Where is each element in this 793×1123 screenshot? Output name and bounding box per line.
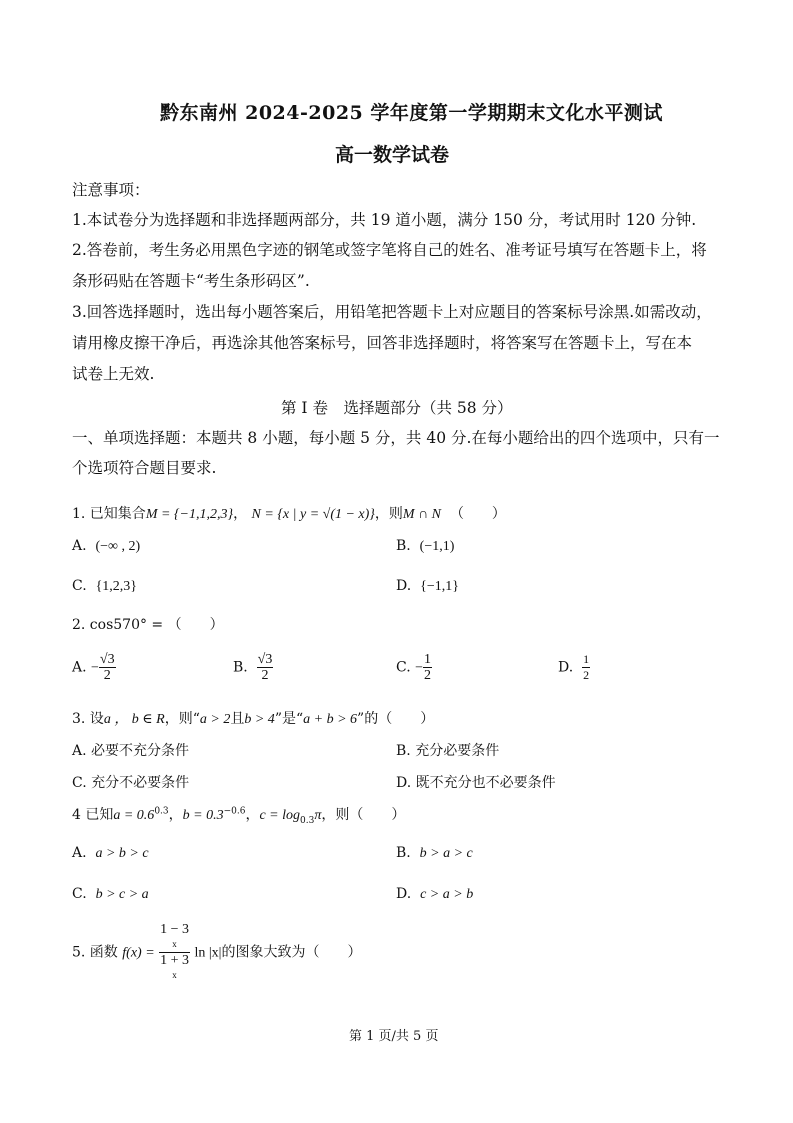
question-3-vars: a ， b ∈ R <box>103 712 165 727</box>
option-label: B. <box>396 743 411 759</box>
question-2-stem: 2. cos570° = （ ） <box>72 617 224 633</box>
question-1-separator: ， <box>233 506 248 522</box>
question-2-option-a <box>72 652 116 683</box>
option-fraction <box>423 652 432 683</box>
fraction-denominator: 2 <box>103 668 111 683</box>
option-value: 既不充分也不必要条件 <box>415 775 556 791</box>
part-heading: 第 I 卷 选择题部分（共 58 分） <box>281 399 513 417</box>
question-3-option-a <box>72 740 189 760</box>
denominator-text: 1 + 3 <box>160 953 189 968</box>
section-instruction-line-2: 个选项符合题目要求. <box>72 459 217 477</box>
question-3-option-b <box>396 740 499 760</box>
section-instruction-line-1: 一、单项选择题：本题共 8 小题，每小题 5 分，共 40 分.在每小题给出的四个选项中，只有一 <box>72 429 720 447</box>
question-4-c: c = log <box>259 808 301 823</box>
option-label: D. <box>396 578 412 594</box>
option-sign: − <box>91 660 99 676</box>
option-label: D. <box>396 886 412 902</box>
question-2-option-c <box>396 652 432 683</box>
question-1-blank: （ ） <box>449 506 506 522</box>
option-label: D. <box>396 775 412 791</box>
question-4-stem: 4 已知$a = 0.6^{0.3}$，$b = 0.3^{-0.6}$，$c = \log_{0.3}\pi$，则（ ） <box>72 806 406 826</box>
question-1-prefix: 1. 已知集合 <box>72 506 146 522</box>
question-4-c-base: 0.3 <box>300 815 315 826</box>
question-3-option-c <box>72 772 189 792</box>
option-sign: − <box>415 660 424 676</box>
notice-item-2-line-2: 条形码贴在答题卡“考生条形码区”. <box>72 272 310 290</box>
option-value: 充分必要条件 <box>415 743 500 759</box>
numerator-text: 1 − 3 <box>160 922 189 937</box>
option-value: 必要不充分条件 <box>91 743 190 759</box>
question-1-stem <box>72 503 506 523</box>
fraction-denominator: 2 <box>261 668 269 683</box>
question-4-option-d <box>396 886 473 903</box>
question-5-tail: 的图象大致为（ ） <box>221 944 362 961</box>
option-label: B. <box>396 538 411 554</box>
option-label: B. <box>396 845 411 861</box>
option-label: A. <box>72 743 87 759</box>
question-4-option-b <box>396 845 473 862</box>
question-1-expression: M ∩ N <box>402 507 442 522</box>
question-5-prefix: 5. 函数 <box>72 944 118 961</box>
fraction-denominator: 2 <box>424 668 432 683</box>
question-5-stem <box>72 922 361 983</box>
numerator-exponent: x <box>172 939 177 949</box>
option-fraction <box>582 652 590 683</box>
option-value: (−1,1) <box>419 539 455 554</box>
question-1-set-n: N = {x | y = √(1 − x)} <box>251 507 375 522</box>
fraction-numerator: 1 <box>583 652 590 666</box>
option-label: C. <box>72 886 87 902</box>
question-1-option-d <box>396 578 459 595</box>
question-2-option-d <box>558 652 590 683</box>
fraction-numerator: √3 <box>99 652 115 667</box>
option-value: c > a > b <box>420 887 474 902</box>
question-3-text-2: ”是“ <box>274 711 304 727</box>
notice-item-3-line-2: 请用橡皮擦干净后，再选涂其他答案标号，回答非选择题时，将答案写在答题卡上，写在本 <box>72 334 693 352</box>
option-label: A. <box>72 659 87 676</box>
option-label: A. <box>72 845 87 861</box>
option-value: {−1,1} <box>420 579 459 594</box>
question-3-condition-2: b > 4 <box>244 712 275 727</box>
exam-title: 黔东南州 2024-2025 学年度第一学期期末文化水平测试 <box>160 102 663 124</box>
question-4-c-arg: π <box>314 808 322 823</box>
fraction-numerator: 1 <box>424 652 432 667</box>
question-3-condition-3: a + b > 6 <box>303 712 358 727</box>
exam-subtitle: 高一数学试卷 <box>335 144 450 166</box>
question-5-ln: ln |x| <box>194 945 222 961</box>
question-3-prefix: 3. 设 <box>72 711 104 727</box>
question-3-condition-1: a > 2 <box>199 712 231 727</box>
option-value: a > b > c <box>95 846 149 861</box>
question-3-text: ，则“ <box>164 711 200 727</box>
question-4-b: b = 0.3 <box>182 808 224 823</box>
option-label: D. <box>558 659 574 676</box>
question-4-b-exponent: −0.6 <box>223 806 246 817</box>
option-label: C. <box>72 775 87 791</box>
notice-heading: 注意事项： <box>72 181 150 199</box>
question-5-fraction <box>159 922 190 983</box>
option-fraction <box>257 652 274 683</box>
notice-item-3-line-3: 试卷上无效. <box>72 365 155 383</box>
question-1-option-b <box>396 538 454 555</box>
option-label: C. <box>396 659 411 676</box>
question-3-tail: ”的（ ） <box>357 711 435 727</box>
question-4-a: a = 0.6 <box>113 808 155 823</box>
option-value: (−∞ , 2) <box>95 539 141 554</box>
option-label: B. <box>233 659 248 676</box>
question-4-option-a <box>72 845 149 862</box>
fraction-numerator <box>159 922 190 953</box>
question-4-tail: ，则（ ） <box>321 807 406 823</box>
question-1-option-c <box>72 578 137 595</box>
fraction-numerator: √3 <box>257 652 273 667</box>
question-4-a-exponent: 0.3 <box>154 806 169 817</box>
option-value: {1,2,3} <box>95 579 138 594</box>
option-label: A. <box>72 538 87 554</box>
option-fraction <box>99 652 116 683</box>
question-1-set-m: M = {−1,1,2,3} <box>145 507 234 522</box>
denominator-exponent: x <box>172 970 177 980</box>
question-2-option-b <box>233 652 273 683</box>
notice-item-2-line-1: 2.答卷前，考生务必用黑色字迹的钢笔或签字笔将自己的姓名、准考证号填写在答题卡上，将 <box>72 241 707 259</box>
question-3-option-d <box>396 772 556 792</box>
fraction-denominator <box>159 953 190 983</box>
question-1-then: ，则 <box>374 506 403 522</box>
option-value: b > a > c <box>419 846 473 861</box>
option-value: 充分不必要条件 <box>91 775 190 791</box>
question-5-function: f(x) = <box>122 945 155 961</box>
question-4-option-c <box>72 886 149 903</box>
notice-item-3-line-1: 3.回答选择题时，选出每小题答案后，用铅笔把答题卡上对应题目的答案标号涂黑.如需改动， <box>72 303 712 321</box>
question-3-and: 且 <box>230 711 245 727</box>
fraction-denominator: 2 <box>583 668 590 682</box>
page-number: 第 1 页/共 5 页 <box>349 1029 439 1044</box>
question-3-stem <box>72 708 434 728</box>
question-4-prefix: 4 已知 <box>72 807 114 823</box>
option-label: C. <box>72 578 87 594</box>
option-value: b > c > a <box>95 887 149 902</box>
notice-item-1: 1.本试卷分为选择题和非选择题两部分，共 19 道小题，满分 150 分，考试用时 120 分钟. <box>72 211 697 229</box>
question-1-option-a <box>72 538 140 555</box>
